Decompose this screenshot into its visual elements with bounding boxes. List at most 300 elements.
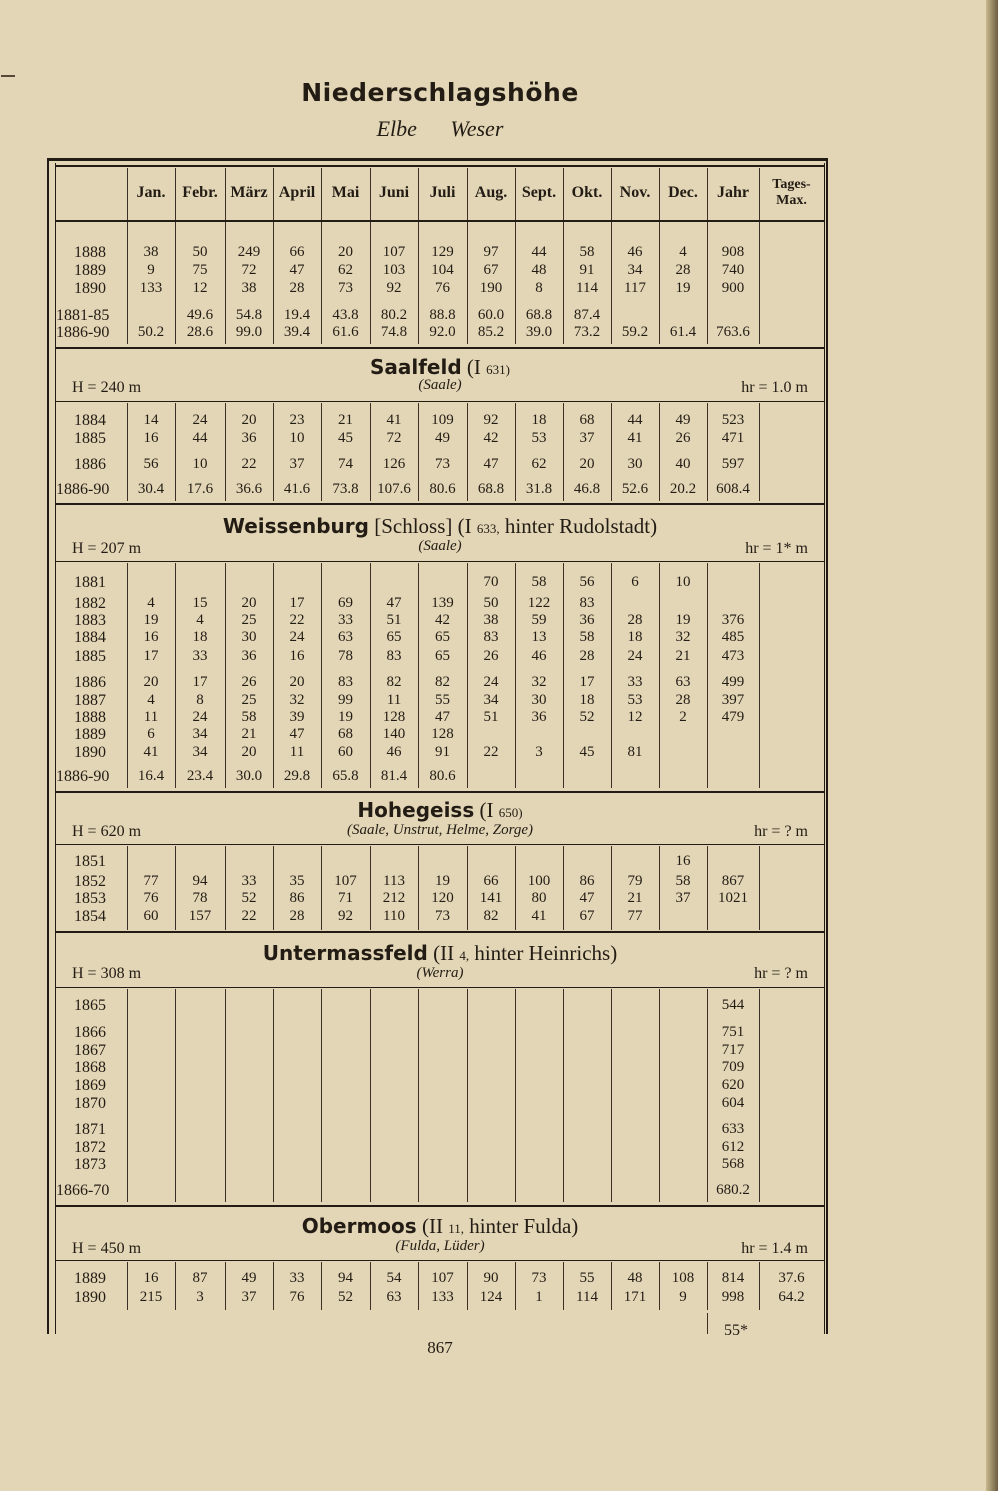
row-year: 1853: [74, 890, 106, 907]
table-cell: 63: [386, 1289, 402, 1305]
station-ref-number: 631): [486, 362, 511, 377]
row-year: 1886: [74, 674, 106, 691]
table-cell: 58: [241, 709, 257, 725]
table-cell: 157: [188, 908, 212, 924]
table-cell: 4: [147, 595, 155, 611]
table-cell: 60: [143, 908, 159, 924]
column-header: Dec.: [668, 184, 698, 201]
table-cell: 34: [627, 262, 643, 278]
column-divider: [175, 989, 176, 1202]
column-divider: [759, 563, 760, 788]
table-cell: 51: [386, 612, 402, 628]
row-year: 1871: [74, 1121, 106, 1138]
station-height: H = 308 m: [72, 965, 142, 982]
table-cell: 73: [531, 1270, 547, 1286]
table-cell: 107.6: [377, 481, 411, 497]
station-height: H = 620 m: [72, 823, 142, 840]
table-cell: 94: [192, 873, 208, 889]
table-cell: 10: [675, 574, 691, 590]
table-cell: 70: [483, 574, 499, 590]
station-river: (Fulda, Lüder): [395, 1238, 485, 1254]
row-year: 1870: [74, 1095, 106, 1112]
table-cell: 65: [435, 648, 450, 664]
row-year: 1869: [74, 1077, 106, 1094]
table-cell: 18: [627, 629, 643, 645]
page-number: 867: [427, 1338, 453, 1357]
column-divider: [225, 168, 226, 220]
row-year: 1886-90: [56, 324, 110, 341]
column-divider: [759, 846, 760, 930]
table-cell: 33: [338, 612, 353, 628]
table-cell: 709: [721, 1059, 745, 1075]
table-cell: 15: [192, 595, 208, 611]
table-cell: 65: [386, 629, 402, 645]
table-cell: 32: [289, 692, 305, 708]
row-year: 1889: [74, 1270, 106, 1287]
river-elbe: Elbe: [376, 116, 417, 141]
table-cell: 53: [531, 430, 547, 446]
table-cell: 140: [382, 726, 406, 742]
table-cell: 49: [435, 430, 450, 446]
table-cell: 47: [386, 595, 402, 611]
table-cell: 52: [241, 890, 257, 906]
column-divider: [418, 989, 419, 1202]
table-cell: 80: [531, 890, 547, 906]
station-hr: hr = ? m: [754, 965, 808, 982]
column-header: Jan.: [136, 184, 166, 201]
table-cell: 55: [579, 1270, 595, 1286]
table-cell: 717: [721, 1042, 745, 1058]
table-cell: 82: [435, 674, 450, 690]
table-cell: 109: [431, 412, 454, 428]
column-divider: [127, 989, 128, 1202]
column-header: Okt.: [571, 184, 603, 201]
station-ref: (II: [427, 941, 460, 965]
table-cell: 20: [241, 595, 257, 611]
station-header-line: [55, 987, 825, 988]
station-ref-number: 4,: [459, 948, 470, 963]
table-cell: 16: [143, 1270, 159, 1286]
table-cell: 20: [289, 674, 305, 690]
table-cell: 28: [289, 908, 305, 924]
table-cell: 94: [338, 1270, 353, 1286]
table-cell: 83: [483, 629, 499, 645]
table-cell: 18: [531, 412, 547, 428]
table-cell: 4: [679, 244, 687, 260]
column-divider: [759, 403, 760, 501]
table-cell: 48: [531, 262, 547, 278]
table-cell: 998: [721, 1289, 745, 1305]
table-cell: 17: [579, 674, 595, 690]
station-name: Saalfeld: [369, 355, 462, 379]
row-year: 1885: [74, 648, 106, 665]
table-cell: 73.2: [573, 324, 601, 340]
table-cell: 79: [627, 873, 643, 889]
station-ref-note: hinter Heinrichs): [469, 941, 618, 965]
table-cell: 740: [721, 262, 745, 278]
table-cell: 908: [721, 244, 745, 260]
column-divider: [370, 168, 371, 220]
table-cell: 75: [192, 262, 208, 278]
column-header: Aug.: [474, 184, 508, 201]
table-cell: 19: [435, 873, 450, 889]
table-cell: 91: [435, 744, 450, 760]
table-cell: 1021: [718, 890, 748, 906]
table-cell: 29.8: [283, 768, 311, 784]
table-cell: 19: [675, 612, 691, 628]
table-cell: 22: [241, 456, 257, 472]
table-cell: 8: [196, 692, 204, 708]
table-cell: 620: [721, 1077, 745, 1093]
table-cell: 26: [241, 674, 257, 690]
table-cell: 108: [671, 1270, 695, 1286]
row-year: 1884: [74, 629, 106, 646]
column-header: März: [230, 184, 268, 201]
table-cell: 68: [579, 412, 595, 428]
column-divider: [759, 222, 760, 344]
table-cell: 49: [675, 412, 691, 428]
table-cell: 81: [627, 744, 643, 760]
page-title: Niederschlagshöhe: [301, 78, 579, 107]
page-edge: [986, 0, 998, 1491]
table-cell: 100: [527, 873, 551, 889]
table-cell: 66: [289, 244, 305, 260]
table-cell: 34: [483, 692, 499, 708]
table-cell: 69: [338, 595, 353, 611]
table-cell: 114: [576, 280, 598, 296]
row-year: 1886-90: [56, 768, 110, 785]
table-cell: 397: [721, 692, 745, 708]
station-separator: [55, 503, 825, 505]
table-cell: 37: [579, 430, 595, 446]
table-cell: 107: [431, 1270, 454, 1286]
table-cell: 23: [289, 412, 305, 428]
table-cell: 24: [192, 709, 208, 725]
table-cell: 139: [431, 595, 454, 611]
table-cell: 19.4: [283, 307, 311, 323]
row-year: 1889: [74, 726, 106, 743]
column-divider: [611, 989, 612, 1202]
table-cell: 51: [483, 709, 499, 725]
table-cell: 65.8: [332, 768, 359, 784]
table-cell: 30: [627, 456, 643, 472]
table-cell: 113: [383, 873, 405, 889]
table-cell: 59.2: [621, 324, 649, 340]
table-cell: 30.4: [137, 481, 165, 497]
table-cell: 45: [338, 430, 353, 446]
table-cell: 41.6: [283, 481, 311, 497]
station-name: Obermoos: [301, 1214, 417, 1238]
table-cell: 66: [483, 873, 499, 889]
table-cell: 3: [535, 744, 543, 760]
table-cell: 54: [386, 1270, 402, 1286]
table-cell: 4: [147, 692, 155, 708]
table-cell: 52: [579, 709, 595, 725]
row-year: 1890: [74, 280, 106, 297]
table-cell: 129: [431, 244, 454, 260]
table-cell: 141: [479, 890, 503, 906]
table-cell: 86: [579, 873, 595, 889]
table-cell: 37: [289, 456, 305, 472]
table-cell: 73.8: [332, 481, 359, 497]
table-cell: 612: [721, 1139, 745, 1155]
row-year: 1887: [74, 692, 106, 709]
table-cell: 376: [721, 612, 745, 628]
station-title: [0, 514, 880, 539]
column-header: Mai: [331, 184, 360, 201]
column-header: Juni: [378, 184, 410, 201]
table-cell: 4: [196, 612, 204, 628]
station-title: [0, 798, 880, 823]
table-cell: 83: [579, 595, 595, 611]
station-hr: hr = 1* m: [745, 540, 808, 557]
table-cell: 604: [721, 1095, 745, 1111]
column-divider: [707, 168, 708, 220]
inner-border-right: [824, 163, 825, 1334]
table-cell: 87: [192, 1270, 208, 1286]
table-cell: 58: [579, 629, 595, 645]
table-cell: 90: [483, 1270, 499, 1286]
table-cell: 67: [579, 908, 595, 924]
column-header: Sept.: [521, 184, 557, 201]
table-cell: 49.6: [186, 307, 214, 323]
rivers-subtitle: [0, 116, 880, 142]
table-cell: 17: [192, 674, 208, 690]
table-cell: 110: [383, 908, 405, 924]
table-cell: 212: [382, 890, 406, 906]
table-cell: 479: [721, 709, 745, 725]
table-cell: 52: [338, 1289, 353, 1305]
table-cell: 40: [675, 456, 691, 472]
column-divider: [611, 168, 612, 220]
table-cell: 34: [192, 726, 208, 742]
table-cell: 72: [386, 430, 402, 446]
table-cell: 3: [196, 1289, 204, 1305]
table-cell: 20: [338, 244, 353, 260]
table-cell: 86: [289, 890, 305, 906]
row-year: 1889: [74, 262, 106, 279]
station-ref: (II: [416, 1214, 449, 1238]
column-divider: [659, 168, 660, 220]
table-cell: 76: [143, 890, 159, 906]
table-cell: 58: [579, 244, 595, 260]
table-cell: 597: [721, 456, 745, 472]
table-cell: 50.2: [137, 324, 165, 340]
table-cell: 680.2: [716, 1182, 750, 1198]
station-ref: (I: [461, 355, 487, 379]
column-divider: [175, 168, 176, 220]
table-cell: 60: [338, 744, 353, 760]
table-cell: 20: [579, 456, 595, 472]
table-cell: 26: [483, 648, 499, 664]
table-cell: 36: [579, 612, 595, 628]
station-ref-note: hinter Rudolstadt): [499, 514, 658, 538]
row-year: 1866-70: [56, 1182, 110, 1199]
column-divider: [321, 168, 322, 220]
table-cell: 30: [241, 629, 257, 645]
station-height: H = 207 m: [72, 540, 142, 557]
row-year: 1888: [74, 244, 106, 261]
table-cell: 99: [338, 692, 353, 708]
row-year: 1865: [74, 997, 106, 1014]
table-cell: 78: [338, 648, 353, 664]
table-cell: 39: [289, 709, 305, 725]
table-cell: 47: [289, 262, 305, 278]
table-cell: 36: [241, 430, 257, 446]
row-year: 1890: [74, 744, 106, 761]
table-cell: 20: [241, 412, 257, 428]
table-cell: 11: [143, 709, 159, 725]
table-cell: 117: [624, 280, 646, 296]
table-cell: 608.4: [716, 481, 750, 497]
table-cell: 33: [289, 1270, 305, 1286]
table-cell: 68: [338, 726, 353, 742]
column-header: Nov.: [619, 184, 651, 201]
table-cell: 83: [338, 674, 353, 690]
table-cell: 72: [241, 262, 257, 278]
table-cell: 2: [679, 709, 687, 725]
row-year: 1890: [74, 1289, 106, 1306]
column-divider: [759, 168, 760, 220]
table-cell: 28: [675, 262, 691, 278]
station-separator: [55, 791, 825, 793]
station-river: (Saale): [418, 538, 462, 554]
table-cell: 21: [338, 412, 353, 428]
station-header-line: [55, 1260, 825, 1261]
row-year: 1881: [74, 574, 106, 591]
row-year: 1884: [74, 412, 106, 429]
row-year: 1881-85: [56, 307, 110, 324]
table-cell: 1: [535, 1289, 543, 1305]
margin-mark: [1, 75, 15, 77]
table-cell: 63: [338, 629, 353, 645]
table-cell: 78: [192, 890, 208, 906]
table-cell: 50: [483, 595, 499, 611]
station-name: Untermassfeld: [262, 941, 428, 965]
table-cell: 30: [531, 692, 547, 708]
column-divider: [418, 168, 419, 220]
table-cell: 21: [675, 648, 691, 664]
table-cell: 17: [143, 648, 159, 664]
signature-mark: 55*: [724, 1322, 748, 1339]
station-ref-note: hinter Fulda): [463, 1214, 579, 1238]
station-title: [0, 941, 880, 966]
table-cell: 76: [435, 280, 450, 296]
table-cell: 30.0: [235, 768, 263, 784]
table-cell: 13: [531, 629, 547, 645]
station-ref-number: 11,: [448, 1221, 464, 1236]
table-cell: 88.8: [429, 307, 456, 323]
station-height: H = 450 m: [72, 1240, 142, 1257]
station-hr: hr = 1.4 m: [741, 1240, 808, 1257]
table-cell: 32: [531, 674, 547, 690]
station-header-line: [55, 561, 825, 562]
station-name: Weissenburg: [222, 514, 369, 538]
column-divider: [225, 989, 226, 1202]
table-cell: 499: [721, 674, 745, 690]
table-cell: 44: [627, 412, 643, 428]
table-cell: 68.8: [477, 481, 505, 497]
table-cell: 87.4: [573, 307, 601, 323]
table-cell: 32: [675, 629, 691, 645]
table-cell: 46.8: [573, 481, 601, 497]
table-cell: 73: [338, 280, 353, 296]
table-cell: 215: [139, 1289, 163, 1305]
table-cell: 43.8: [332, 307, 359, 323]
column-divider: [759, 989, 760, 1202]
table-cell: 24: [192, 412, 208, 428]
table-cell: 16: [675, 853, 691, 869]
table-cell: 16: [289, 648, 305, 664]
table-cell: 128: [431, 726, 454, 742]
table-cell: 61.4: [669, 324, 697, 340]
table-cell: 77: [143, 873, 159, 889]
table-cell: 56: [579, 574, 595, 590]
table-cell: 42: [435, 612, 450, 628]
table-cell: 22: [483, 744, 499, 760]
table-cell: 65: [435, 629, 450, 645]
table-cell: 523: [721, 412, 745, 428]
table-cell: 171: [623, 1289, 647, 1305]
table-cell: 44: [192, 430, 208, 446]
column-divider: [273, 989, 274, 1202]
table-cell: 73: [435, 908, 450, 924]
table-cell: 19: [143, 612, 159, 628]
table-cell: 82: [483, 908, 499, 924]
table-cell: 38: [241, 280, 257, 296]
station-ref: [Schloss] (I: [368, 514, 477, 538]
table-cell: 92: [386, 280, 402, 296]
table-cell: 39.4: [283, 324, 311, 340]
column-divider: [563, 989, 564, 1202]
table-cell: 11: [386, 692, 402, 708]
column-divider: [563, 168, 564, 220]
table-cell: 18: [579, 692, 595, 708]
table-cell: 133: [139, 280, 163, 296]
station-separator: [55, 347, 825, 349]
table-cell: 82: [386, 674, 402, 690]
station-hr: hr = ? m: [754, 823, 808, 840]
table-cell: 71: [338, 890, 353, 906]
table-cell: 61.6: [332, 324, 359, 340]
table-cell: 58: [531, 574, 547, 590]
column-divider: [659, 989, 660, 1202]
table-cell: 80.6: [429, 481, 456, 497]
column-divider: [321, 989, 322, 1202]
table-cell: 633: [721, 1121, 745, 1137]
table-cell: 92: [338, 908, 353, 924]
station-name: Hohegeiss: [357, 798, 475, 822]
table-cell: 18: [192, 629, 208, 645]
table-cell: 54.8: [235, 307, 263, 323]
table-cell: 36: [531, 709, 547, 725]
table-cell: 85.2: [477, 324, 505, 340]
table-cell: 33: [192, 648, 208, 664]
table-cell: 107: [382, 244, 406, 260]
table-cell: 45: [579, 744, 595, 760]
table-cell: 28: [579, 648, 595, 664]
table-cell: 56: [143, 456, 159, 472]
table-cell: 485: [721, 629, 745, 645]
table-cell: 60.0: [477, 307, 505, 323]
table-cell: 63: [675, 674, 691, 690]
table-cell: 41: [143, 744, 159, 760]
station-river: (Werra): [416, 965, 464, 981]
table-cell: 114: [576, 1289, 598, 1305]
column-header: Jahr: [717, 184, 749, 201]
table-cell: 74: [338, 456, 353, 472]
column-divider: [467, 168, 468, 220]
